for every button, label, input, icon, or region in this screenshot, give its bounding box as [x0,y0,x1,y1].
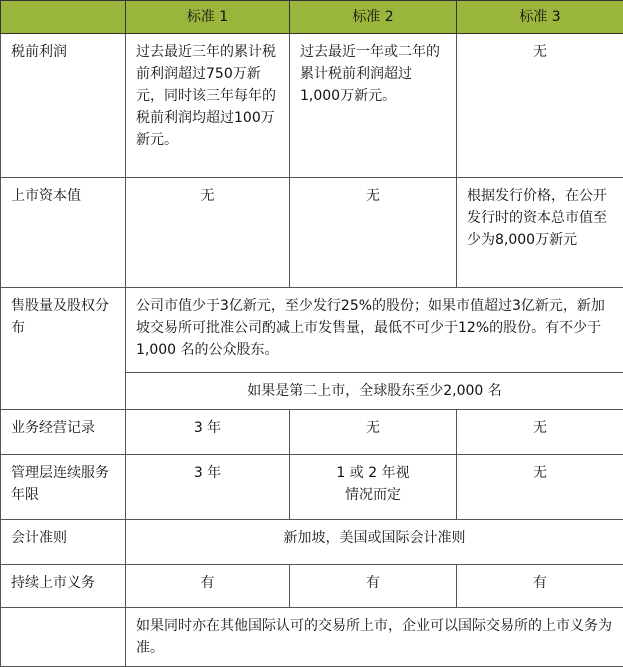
cell-criterion-2: 过去最近一年或二年的累计税前利润超过1,000万新元。 [290,34,457,178]
cell-criterion-2: 无 [290,410,457,455]
cell-criterion-1: 过去最近三年的累计税前利润超过750万新元，同时该三年每年的税前利润均超过100万新元。 [126,34,290,178]
header-criterion-2: 标准 2 [290,1,457,34]
cell-criterion-3: 无 [457,34,623,178]
cell-merged: 新加坡，美国或国际会计准则 [126,520,623,565]
cell-criterion-3: 无 [457,410,623,455]
header-row [1,1,623,34]
row-label: 售股量及股权分布 [1,288,126,410]
row-label: 管理层连续服务年限 [1,455,126,520]
cell-merged-note: 如果同时亦在其他国际认可的交易所上市，企业可以国际交易所的上市义务为准。 [126,608,623,667]
row-label: 税前利润 [1,34,126,178]
row-market-cap [1,178,623,288]
row-track-record [1,410,623,455]
header-empty [1,1,126,34]
cell-criterion-1: 3 年 [126,455,290,520]
row-management [1,455,623,520]
cell-merged: 公司市值少于3亿新元，至少发行25%的股份；如果市值超过3亿新元，新加坡交易所可批准公司酌减上市发售量，最低不可少于12%的股份。有不少于1,000 名的公众股东。 [126,288,623,373]
row-label: 会计准则 [1,520,126,565]
cell-criterion-1: 3 年 [126,410,290,455]
cell-criterion-2: 1 或 2 年视情况而定 [290,455,457,520]
row-pretax-profit [1,34,623,178]
cell-criterion-3: 无 [457,455,623,520]
cell-criterion-3: 有 [457,565,623,608]
cell-criterion-1: 无 [126,178,290,288]
cell-criterion-3: 根据发行价格，在公开发行时的资本总市值至少为8,000万新元 [457,178,623,288]
cell-criterion-2: 无 [290,178,457,288]
row-obligations [1,565,623,608]
row-label: 持续上市义务 [1,565,126,608]
header-criterion-3: 标准 3 [457,1,623,34]
row-share-distribution [1,288,623,373]
row-accounting [1,520,623,565]
cell-secondary-listing: 如果是第二上市，全球股东至少2,000 名 [126,373,623,410]
header-criterion-1: 标准 1 [126,1,290,34]
cell-criterion-1: 有 [126,565,290,608]
cell-criterion-2: 有 [290,565,457,608]
row-label: 上市资本值 [1,178,126,288]
row-label: 业务经营记录 [1,410,126,455]
